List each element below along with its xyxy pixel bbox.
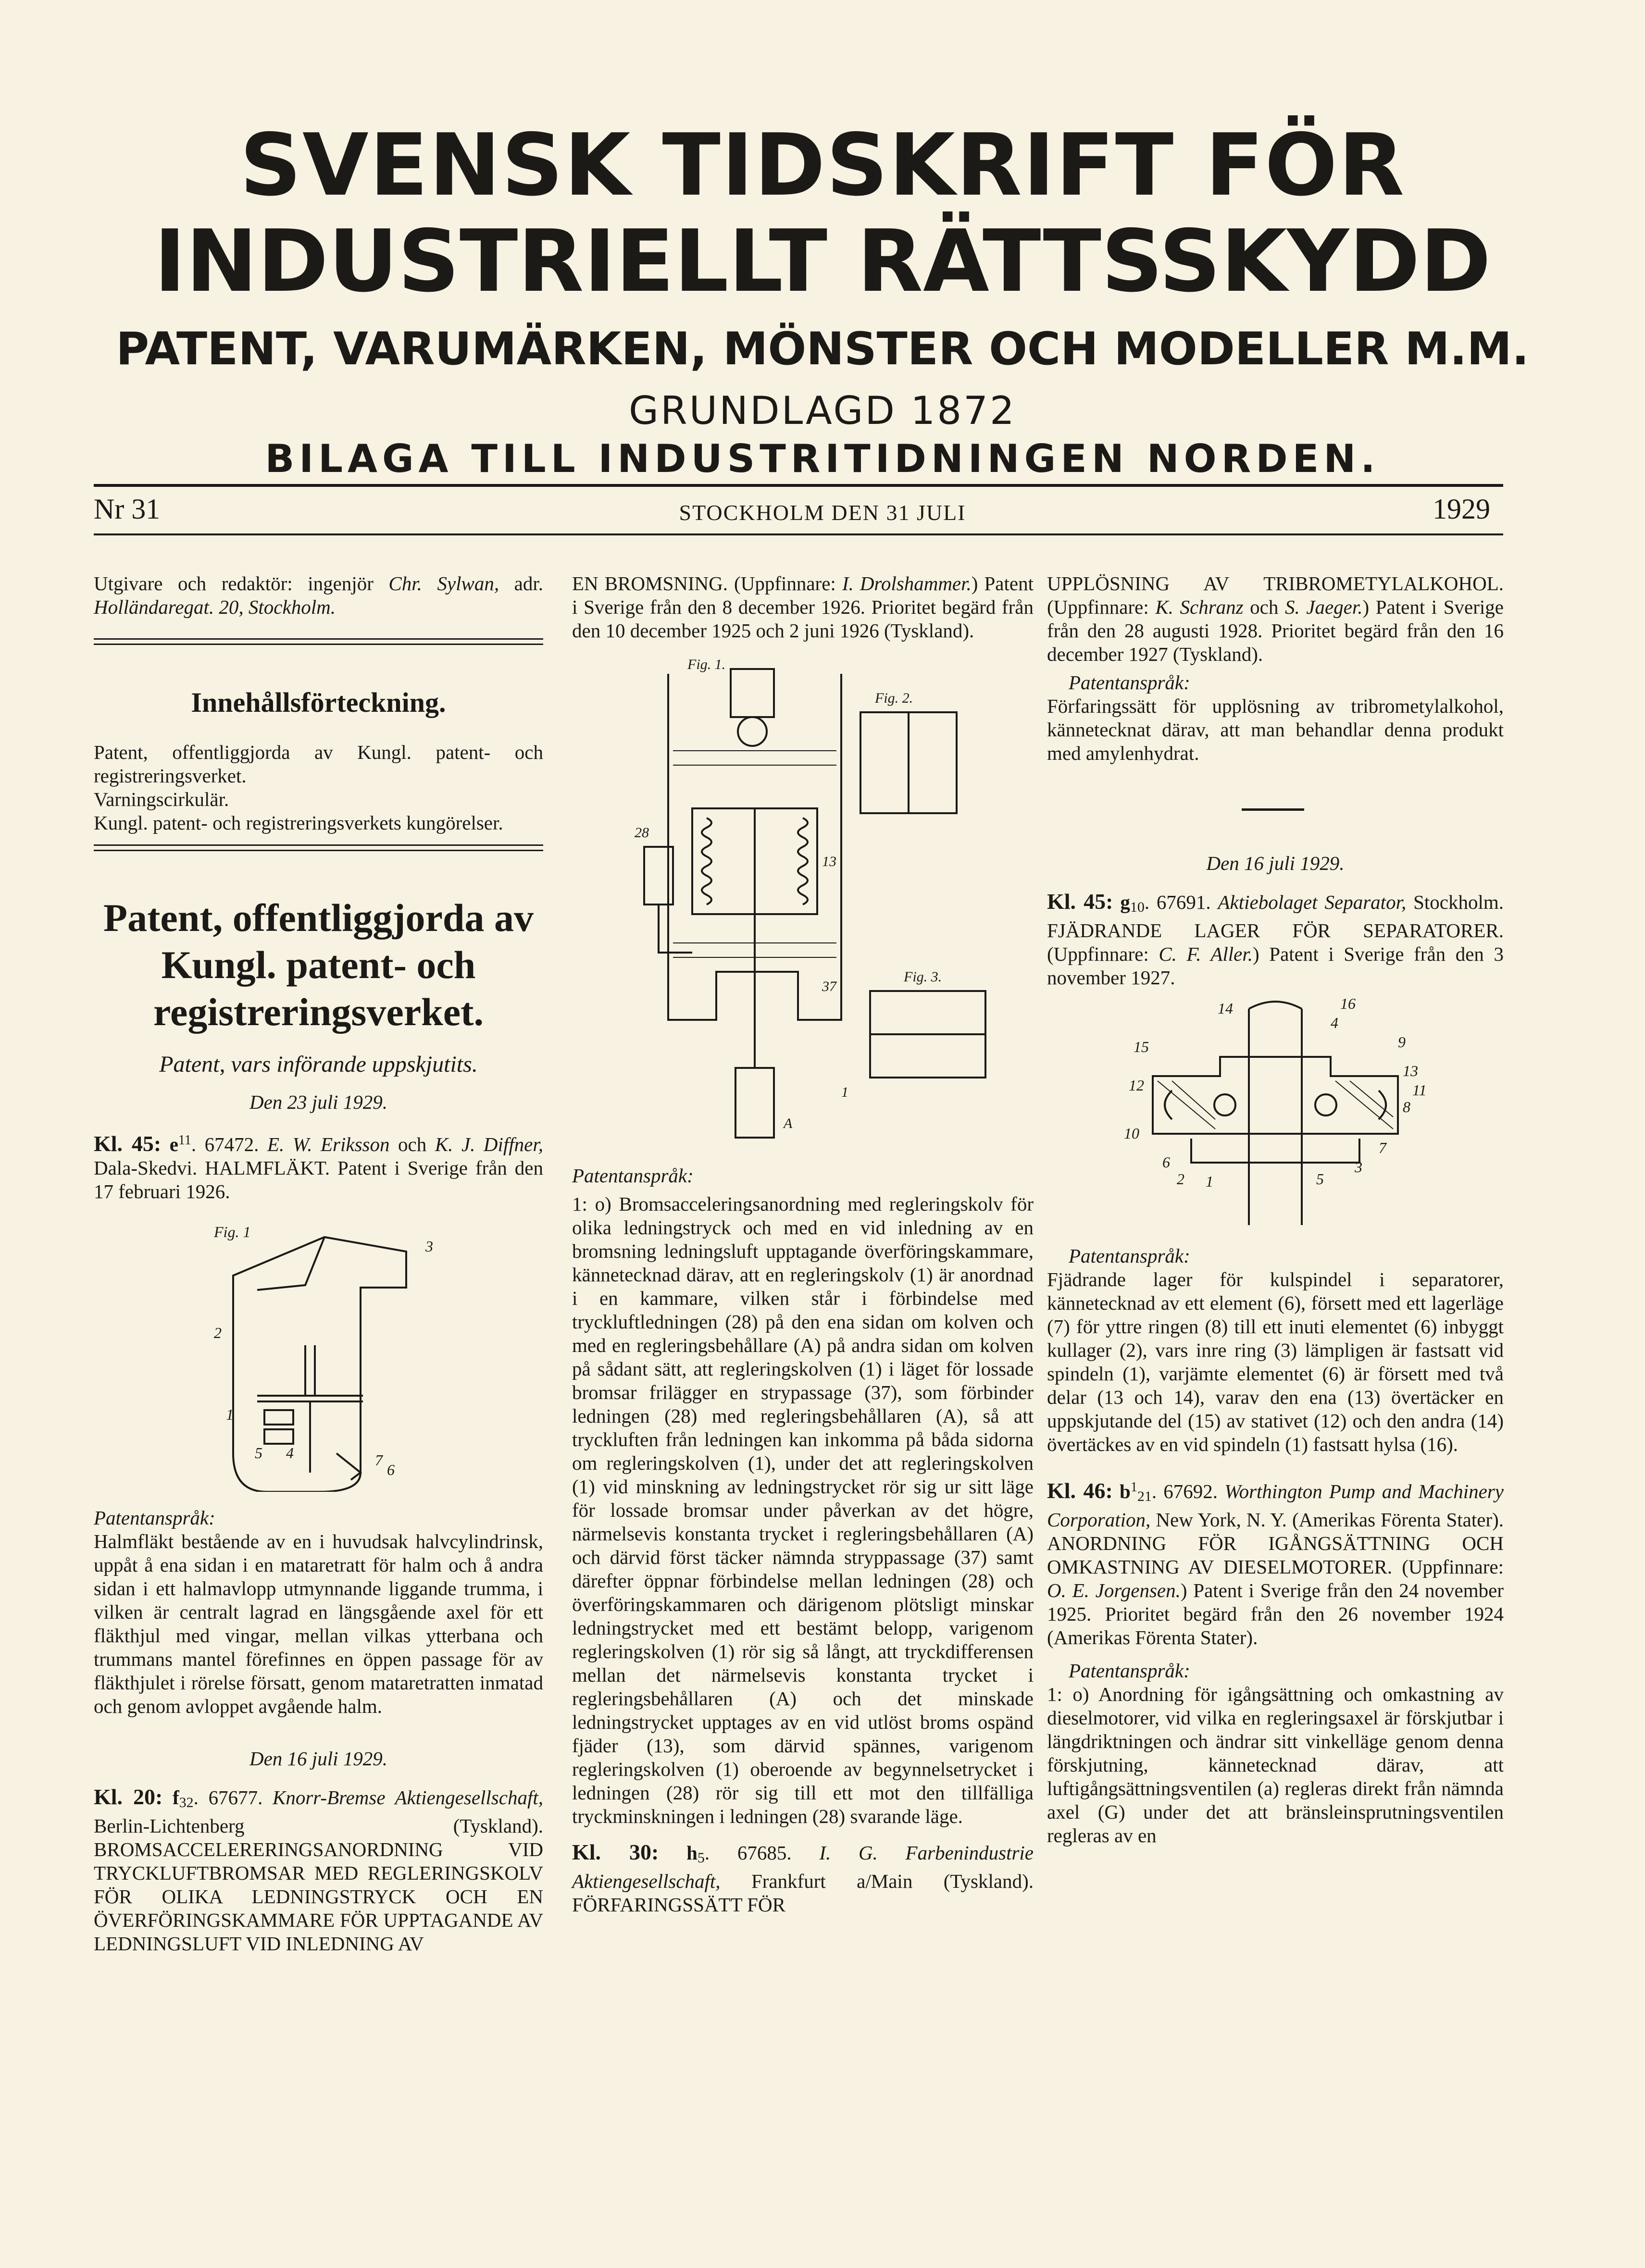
figure-number: 15	[1134, 1038, 1149, 1055]
figure-label: Fig. 1	[214, 1223, 251, 1240]
divider	[94, 638, 543, 645]
figure-number: 6	[387, 1461, 395, 1478]
patent-entry-continuation: UPPLÖSNING AV TRIBROMETYLALKOHOL. (Uppfinnare: K. Schranz och S. Jaeger.) Patent i Sverige från den 28 augusti 1928. Prioritet begärd från den 16 december 1927 (Tyskland).	[1047, 572, 1504, 665]
figure-number: 2	[214, 1324, 222, 1341]
claim-text: 1: o) Anordning för igångsättning och omkastning av dieselmotorer, vid vilka en regleringsaxel är förskjutbar i längdriktningen och ändrar sitt vinkelläge genom denna förskjutning, kännetecknad därav, att luftigångsättningsventilen (a) regleras direkt från nämnda axel (G) under det att bränsleinsprutningsventilen regleras av en	[1047, 1683, 1504, 1847]
figure-halmflakt-drawing	[94, 1203, 543, 1492]
figure-bromsanordning-drawing	[572, 655, 1034, 1157]
place-date: STOCKHOLM DEN 31 JULI	[679, 500, 966, 525]
figure-number: 13	[1403, 1062, 1418, 1079]
masthead-subtitle: PATENT, VARUMÄRKEN, MÖNSTER OCH MODELLER M.M.	[116, 323, 1529, 375]
figure-number: 1	[226, 1406, 234, 1423]
figure-number: 3	[1355, 1158, 1362, 1176]
figure-number: 1	[1206, 1173, 1213, 1190]
figure-number: 1	[841, 1084, 848, 1100]
patent-entry-67472: Kl. 45: $e^{11}$. 67472. E. W. Eriksson och K. J. Diffner, Dala-Skedvi. HALMFLÄKT. Patent i Sverige från den 17 februari 1926.	[94, 1131, 544, 1202]
figure-number: 8	[1403, 1098, 1410, 1115]
figure-number: 9	[1398, 1033, 1406, 1051]
figure-number: 28	[635, 825, 649, 841]
patent-entry-continuation: EN BROMSNING. (Uppfinnare: I. Drolshammer.) Patent i Sverige från den 8 december 1926. Prioritet begärd från den 10 december 1925 och 2 juni 1926 (Tyskland).	[572, 572, 1034, 642]
figure-fjadrande-lager	[1047, 994, 1504, 1235]
masthead-title-line2: INDUSTRIELLT RÄTTSSKYDD	[154, 211, 1491, 311]
figure-number: 12	[1129, 1077, 1144, 1094]
section-subtitle: Patent, vars införande uppskjutits.	[159, 1052, 478, 1077]
figure-number: 5	[255, 1444, 262, 1462]
dateline-rule	[94, 533, 1503, 535]
masthead-founded: GRUNDLAGD 1872	[629, 388, 1016, 433]
date-heading: Den 16 juli 1929.	[249, 1747, 387, 1770]
figure-number: 2	[1177, 1170, 1184, 1188]
short-divider	[1242, 808, 1304, 811]
masthead-title-line1: SVENSK TIDSKRIFT FÖR	[239, 115, 1406, 215]
toc-item: Patent, offentliggjorda av Kungl. patent- och registreringsverket.	[94, 741, 543, 787]
patent-entry-67692: Kl. 46: $b^1_{21}$. 67692. Worthington Pump and Machinery Corporation, New York, N. Y. (Amerikas Förenta Stater). ANORDNING FÖR IGÅNGSÄTTNING OCH OMKASTNING AV DIESELMOTORER. (Uppfinnare: O. E. Jorgensen.) Patent i Sverige från den 24 november 1925. Prioritet begärd från den 26 november 1924 (Amerikas Förenta Stater).	[1047, 1478, 1504, 1648]
issue-number: Nr 31	[94, 493, 161, 525]
claims-heading: Patentanspråk:	[1069, 1660, 1190, 1682]
claims-heading: Patentanspråk:	[1069, 1245, 1190, 1267]
figure-number: 5	[1316, 1170, 1324, 1188]
figure-number: 16	[1340, 995, 1356, 1012]
masthead-rule	[94, 484, 1503, 487]
figure-number: 14	[1218, 1000, 1233, 1017]
divider	[94, 844, 543, 851]
column-2	[572, 572, 1034, 1917]
patent-entry-67685: Kl. 30: $h_5$. 67685. I. G. Farbenindustrie Aktiengesellschaft, Frankfurt a/Main (Tyskland). FÖRFARINGSSÄTT FÖR	[572, 1840, 1034, 1916]
figure-number: 37	[822, 979, 836, 994]
claim-text: 1: o) Bromsacceleringsanordning med regleringskolv för olika ledningstryck och med en vid inledning av en bromsning ledningsluft upptagande överföringskammare, kännetecknad därav, att en regleringskolv (1) är anordnad i en kammare, vilken står i förbindelse med tryckluftledningen (28) på den ena sidan om kolven och med en regleringsbehållare (A) på andra sidan om kolven på sådant sätt, att regleringskolven (1) i läget för lossade bromsar frilägger en strypassage (37), som förbinder ledningen (28) med regleringsbehållaren (A), så att tryckluften från ledningen kan inkomma på båda sidorna om regleringskolven (1), under det att regleringskolven (1) vid minskning av ledningstrycket rör sig ur sitt läge för lossade bromsar under påverkan av det högre, närmelsevis konstanta trycket i regleringsbehållaren (A) och därvid först täcker nämnda stryppassage (37) samt därefter öppnar förbindelse mellan ledningen (28) och överföringskammaren och därigenom plötsligt minskar ledningstrycket med ett bestämt belopp, varigenom regleringskolven (1) rör sig så långt, att tryckdifferensen mellan det närmelsevis konstanta trycket i regleringsbehållaren (A) och det minskade ledningstrycket upptages av en vid utlöst broms ospänd fjäder (13), som därvid spännes, varigenom regleringskolven (1) oberoende av begynnelsetrycket i ledningen (28) rör sig till ett mot den tillfälliga tryckminskningen i ledningen (28) svarande läge.	[572, 1193, 1034, 1827]
masthead-supplement: BILAGA TILL INDUSTRITIDNINGEN NORDEN.	[265, 436, 1380, 481]
figure-number: 4	[286, 1444, 294, 1462]
publisher-line: Utgivare och redaktör: ingenjör Chr. Sylwan, adr. Holländaregat. 20, Stockholm.	[94, 572, 543, 618]
figure-number: 4	[1331, 1014, 1338, 1031]
claim-text: Förfaringssätt för upplösning av tribrometylalkohol, kännetecknat därav, att man behandlar denna produkt med amylenhydrat.	[1047, 695, 1504, 764]
figure-label: Fig. 2.	[875, 690, 913, 706]
patent-entry-67691: Kl. 45: $g_{10}$. 67691. Aktiebolaget Separator, Stockholm. FJÄDRANDE LAGER FÖR SEPARATORER. (Uppfinnare: C. F. Aller.) Patent i Sverige från den 3 november 1927.	[1047, 889, 1504, 989]
patent-entry-67677: Kl. 20: $f_{32}$. 67677. Knorr-Bremse Aktiengesellschaft, Berlin-Lichtenberg (Tyskland). BROMSACCELERERINGSANORDNING VID TRYCKLUFTBROMSAR MED REGLERINGSKOLV FÖR OLIKA LEDNINGSTRYCK OCH EN ÖVERFÖRINGSKAMMARE FÖR UPPTAGANDE AV LEDNINGSLUFT VID INLEDNING AV	[94, 1785, 543, 1955]
section-title: Patent, offentliggjorda av Kungl. patent- och registreringsverket.	[103, 896, 534, 1034]
claims-heading: Patentanspråk:	[572, 1165, 694, 1187]
claims-heading: Patentanspråk:	[1069, 671, 1190, 694]
figure-number: 7	[375, 1451, 383, 1469]
toc-item: Varningscirkulär.	[94, 788, 229, 810]
date-heading: Den 23 juli 1929.	[249, 1091, 387, 1113]
figure-number: 11	[1412, 1081, 1427, 1099]
column-3	[1047, 572, 1504, 1847]
claim-text: Fjädrande lager för kulspindel i separatorer, kännetecknad av ett element (6), försett med ett lagerläge (7) för yttre ringen (8) till ett inuti elementet (6) inbyggt kullager (2), vars inre ring (3) lämpligen är fastsatt vid spindeln (1), varjämte elementet (6) är försett med två delar (13 och 14), varav den ena (13) övertäcker en uppskjutande del (15) av stativet (12) och den andra (14) övertäckes av en vid spindeln (1) fastsatt hylsa (16).	[1047, 1268, 1504, 1455]
figure-halmflakt	[94, 1203, 543, 1492]
figure-label: Fig. 1.	[687, 657, 726, 672]
column-1	[94, 572, 543, 1956]
claims-heading: Patentanspråk:	[94, 1507, 215, 1529]
issue-year: 1929	[1433, 493, 1490, 525]
toc-title: Innehållsförteckning.	[191, 687, 446, 718]
figure-fjadrande-lager-drawing	[1047, 994, 1504, 1235]
figure-number: 10	[1124, 1125, 1139, 1142]
claim-text: Halmfläkt bestående av en i huvudsak halvcylindrinsk, uppåt å ena sidan i en mataretratt för halm och å andra sidan i ett halmavlopp utmynnande liggande trumma, i vilken är centralt lagrad en längsgående axel för ett fläkthjul med vingar, mellan vilkas ytterbana och trummans mantel förefinnes en öppen passage för av fläkthjulet i rörelse försatt, genom mataretratten inmatad och genom avloppet avgående halm.	[94, 1530, 543, 1717]
figure-number: 7	[1379, 1139, 1386, 1156]
figure-number: 13	[822, 854, 836, 869]
figure-number: 3	[425, 1238, 433, 1255]
figure-bromsanordning	[572, 655, 1034, 1157]
date-heading: Den 16 juli 1929.	[1206, 852, 1345, 874]
figure-number: A	[784, 1115, 793, 1131]
toc-item: Kungl. patent- och registreringsverkets kungörelser.	[94, 812, 503, 834]
figure-label: Fig. 3.	[904, 969, 942, 985]
figure-number: 6	[1162, 1153, 1170, 1171]
